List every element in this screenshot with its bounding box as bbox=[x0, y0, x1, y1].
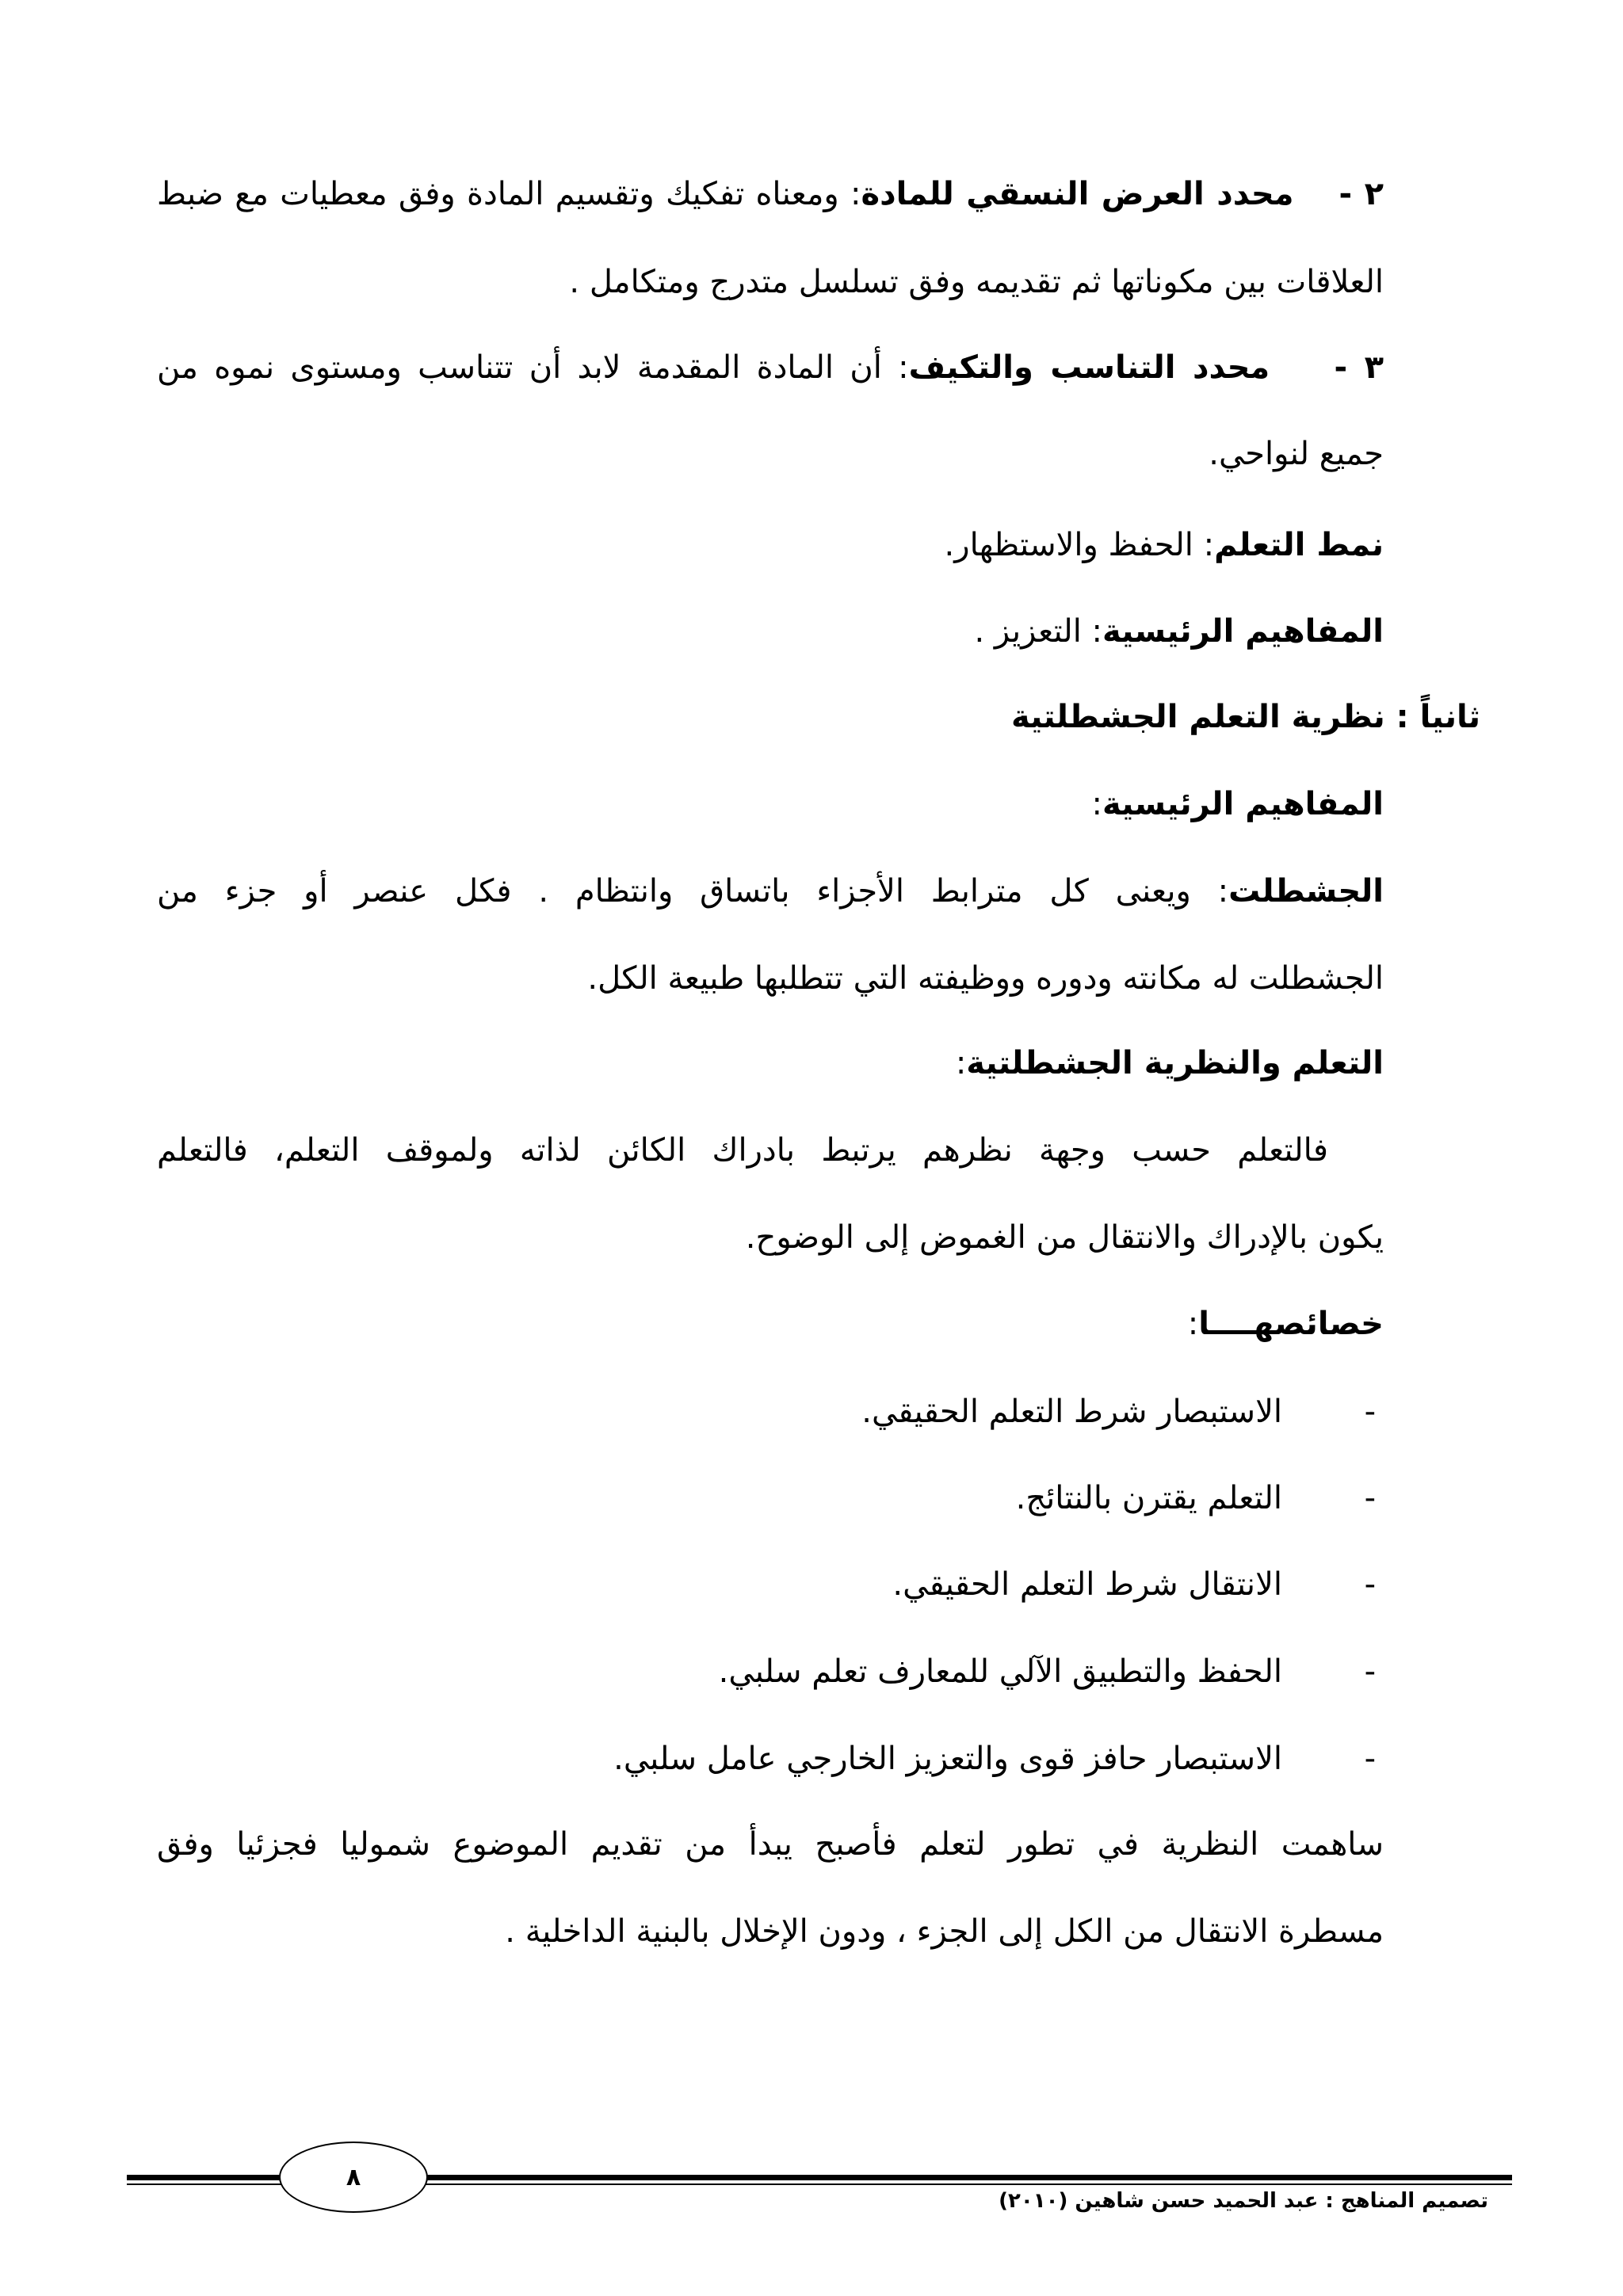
learning-style-text: : الحفظ والاستظهار. bbox=[944, 527, 1215, 563]
conclusion-line2: مسطرة الانتقال من الكل إلى الجزء ، ودون الإخلال بالبنية الداخلية . bbox=[505, 1913, 1384, 1950]
section-title: نظرية التعلم الجشطلتية bbox=[1010, 699, 1385, 735]
main-concepts-1-label: المفاهيم الرئيسية bbox=[1102, 613, 1384, 650]
learning-style bbox=[945, 521, 1384, 569]
gestalt-text: : ويعنى كل مترابط الأجزاء باتساق وانتظام . فكل عنصر أو جزء من bbox=[157, 873, 1229, 910]
item3-line2: جميع لنواحي. bbox=[1209, 436, 1384, 472]
learning-gestalt-heading bbox=[956, 1039, 1384, 1087]
characteristics-colon: : bbox=[1187, 1306, 1199, 1342]
characteristics-heading bbox=[1188, 1300, 1384, 1348]
item3-text: : أن المادة المقدمة لابد أن تتناسب ومستوى نموه من bbox=[157, 349, 909, 386]
learning-gestalt-colon: : bbox=[955, 1045, 967, 1081]
item2-text: : ومعناه تفكيك وتقسيم المادة وفق معطيات مع ضبط bbox=[157, 176, 861, 212]
learning-gestalt-label: التعلم والنظرية الجشطلتية bbox=[966, 1045, 1384, 1081]
item3-line1 bbox=[157, 344, 1384, 391]
item2-title: محدد العرض النسقي للمادة bbox=[861, 176, 1294, 212]
section-heading bbox=[1011, 693, 1480, 741]
learning-gestalt-line1: فالتعلم حسب وجهة نظرهم يرتبط بادراك الكائن لذاته ولموقف التعلم، فالتعلم bbox=[157, 1132, 1328, 1169]
bullet-item: الانتقال شرط التعلم الحقيقي. bbox=[892, 1566, 1282, 1603]
main-concepts-1-text: : التعزيز . bbox=[974, 613, 1103, 650]
page-number: ٨ bbox=[279, 2142, 428, 2213]
bullet-marker: - bbox=[1364, 1741, 1376, 1777]
bullet-item: الاستبصار شرط التعلم الحقيقي. bbox=[861, 1394, 1282, 1430]
gestalt-line1 bbox=[157, 868, 1384, 915]
item2-line1 bbox=[157, 170, 1384, 218]
bullet-item: الحفظ والتطبيق الآلي للمعارف تعلم سلبي. bbox=[718, 1653, 1282, 1690]
main-concepts-2-text: : bbox=[1091, 786, 1103, 822]
item2-number: ٢ - bbox=[1338, 176, 1384, 212]
bullet-item: التعلم يقترن بالنتائج. bbox=[1015, 1480, 1282, 1516]
bullet-item: الاستبصار حافز قوى والتعزيز الخارجي عامل سلبي. bbox=[613, 1741, 1282, 1777]
main-concepts-1 bbox=[974, 608, 1384, 655]
bullet-marker: - bbox=[1364, 1653, 1376, 1690]
learning-style-label: نمط التعلم bbox=[1214, 527, 1384, 563]
main-concepts-2 bbox=[1092, 780, 1384, 828]
item3-number: ٣ - bbox=[1334, 349, 1384, 386]
item3-title: محدد التناسب والتكيف bbox=[908, 349, 1270, 386]
gestalt-line2: الجشطلت له مكانته ودوره ووظيفته التي تتطلبها طبيعة الكل. bbox=[587, 960, 1384, 997]
item2-line2: العلاقات بين مكوناتها ثم تقديمه وفق تسلسل متدرج ومتكامل . bbox=[569, 264, 1384, 300]
section-label: ثانياً bbox=[1419, 699, 1480, 735]
section-separator: : bbox=[1384, 699, 1420, 735]
footer-citation: تصميم المناهج : عبد الحميد حسن شاهين (٢٠١٠) bbox=[999, 2189, 1488, 2213]
bullet-marker: - bbox=[1364, 1394, 1376, 1430]
bullet-marker: - bbox=[1364, 1480, 1376, 1516]
conclusion-line1: ساهمت النظرية في تطور لتعلم فأصبح يبدأ من تقديم الموضوع شموليا فجزئيا وفق bbox=[157, 1826, 1384, 1863]
gestalt-label: الجشطلت bbox=[1228, 873, 1384, 910]
learning-gestalt-line2: يكون بالإدراك والانتقال من الغموض إلى الوضوح. bbox=[745, 1219, 1384, 1256]
main-concepts-2-label: المفاهيم الرئيسية bbox=[1102, 786, 1384, 822]
bullet-marker: - bbox=[1364, 1566, 1376, 1603]
characteristics-label: خصائصهــــا bbox=[1198, 1306, 1384, 1342]
